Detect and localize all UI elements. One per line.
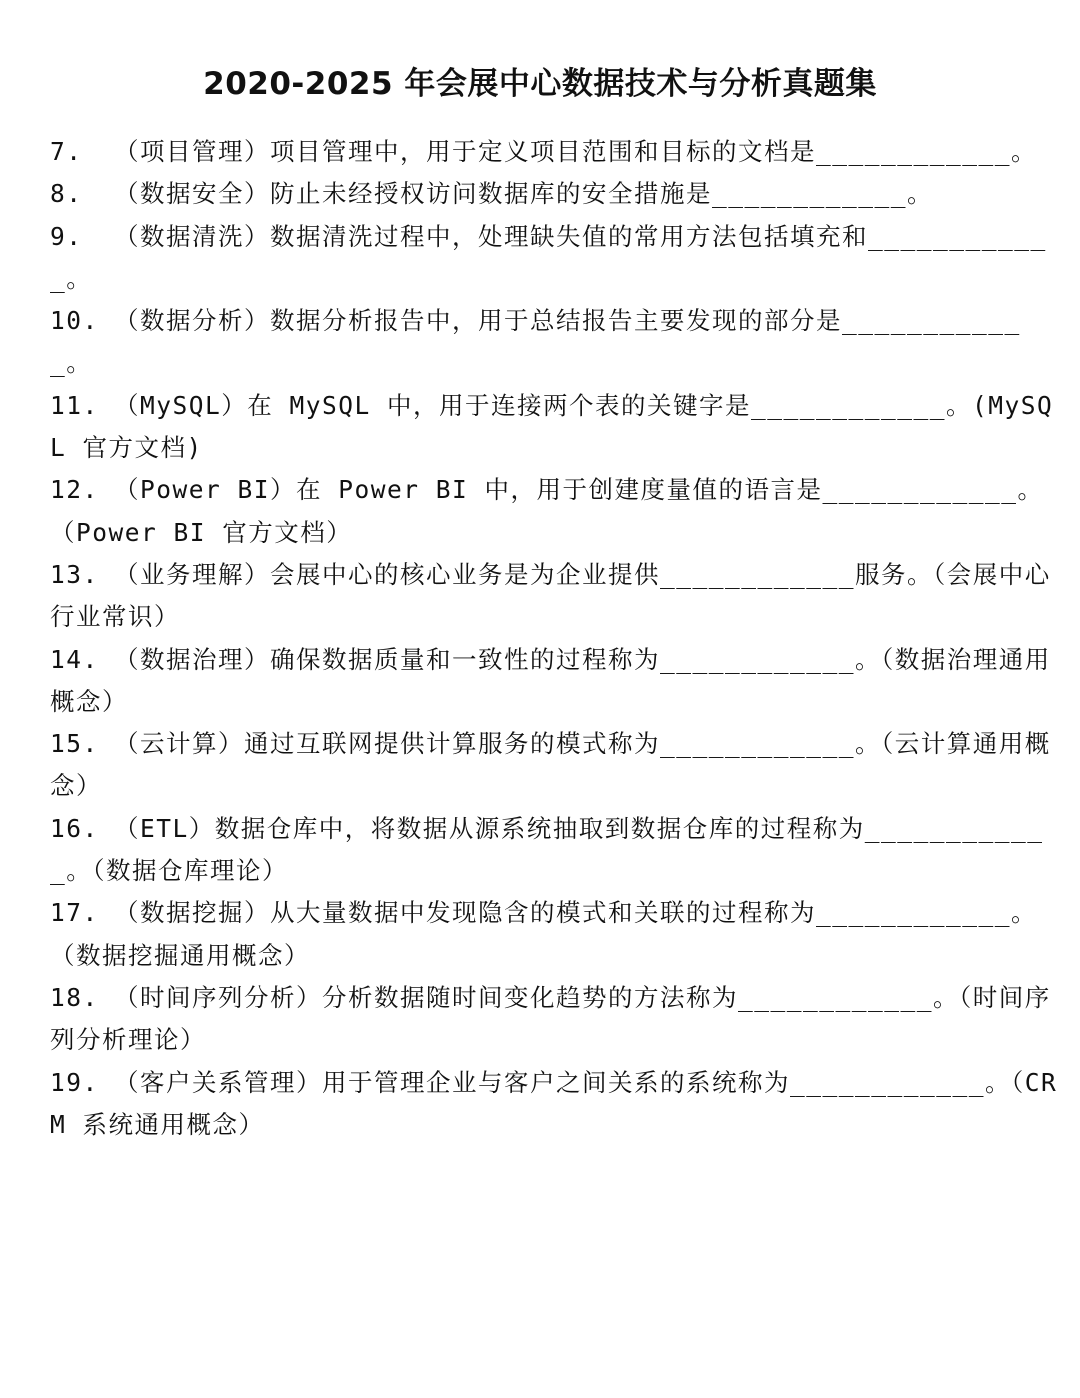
question-text: （Power BI）在 Power BI 中，用于创建度量值的语言是____________。（Power BI 官方文档）: [50, 475, 1044, 547]
question-number: 12.: [50, 475, 99, 505]
question-text: （数据清洗）数据清洗过程中，处理缺失值的常用方法包括填充和____________。: [50, 221, 1047, 293]
question-text: （项目管理）项目管理中，用于定义项目范围和目标的文档是____________。: [114, 137, 1037, 166]
question-item: [50, 216, 1060, 301]
question-item: [50, 554, 1060, 639]
question-item: [50, 385, 1060, 470]
question-text: （数据分析）数据分析报告中，用于总结报告主要发现的部分是____________。: [50, 306, 1021, 378]
page-title: 2020-2025 年会展中心数据技术与分析真题集: [203, 66, 877, 102]
question-text: （数据挖掘）从大量数据中发现隐含的模式和关联的过程称为____________。（数据挖掘通用概念）: [50, 898, 1037, 970]
question-text: （ETL）数据仓库中，将数据从源系统抽取到数据仓库的过程称为____________。（数据仓库理论）: [50, 813, 1044, 886]
question-number: 11.: [50, 390, 99, 420]
question-text: （MySQL）在 MySQL 中，用于连接两个表的关键字是____________。(MySQL 官方文档): [50, 390, 1054, 463]
question-number: 18.: [50, 982, 99, 1012]
question-number: 10.: [50, 306, 99, 336]
question-text: （时间序列分析）分析数据随时间变化趋势的方法称为____________。（时间序列分析理论）: [50, 982, 1051, 1055]
question-item: [50, 977, 1060, 1062]
question-item: [50, 300, 1060, 385]
question-item: [50, 1062, 1060, 1147]
question-item: [50, 131, 1060, 173]
question-number: 14.: [50, 644, 99, 674]
question-number: 7.: [50, 137, 83, 166]
question-number: 17.: [50, 898, 99, 928]
question-item: [50, 469, 1060, 554]
question-number: 8.: [50, 179, 83, 209]
question-item: [50, 723, 1060, 808]
question-item: [50, 808, 1060, 893]
question-text: （云计算）通过互联网提供计算服务的模式称为____________。（云计算通用概念）: [50, 729, 1051, 801]
question-text: （数据安全）防止未经授权访问数据库的安全措施是____________。: [114, 179, 934, 209]
question-list: [50, 131, 1060, 1146]
question-number: 13.: [50, 559, 99, 589]
question-number: 19.: [50, 1067, 99, 1097]
question-text: （客户关系管理）用于管理企业与客户之间关系的系统称为____________。（CRM 系统通用概念）: [50, 1067, 1058, 1139]
question-item: [50, 639, 1060, 724]
question-item: [50, 892, 1060, 977]
question-text: （业务理解）会展中心的核心业务是为企业提供____________服务。（会展中心行业常识）: [50, 559, 1051, 632]
question-text: （数据治理）确保数据质量和一致性的过程称为____________。（数据治理通用概念）: [50, 644, 1051, 716]
question-number: 9.: [50, 221, 83, 251]
question-number: 16.: [50, 813, 99, 843]
question-number: 15.: [50, 729, 99, 759]
question-item: [50, 173, 1060, 215]
